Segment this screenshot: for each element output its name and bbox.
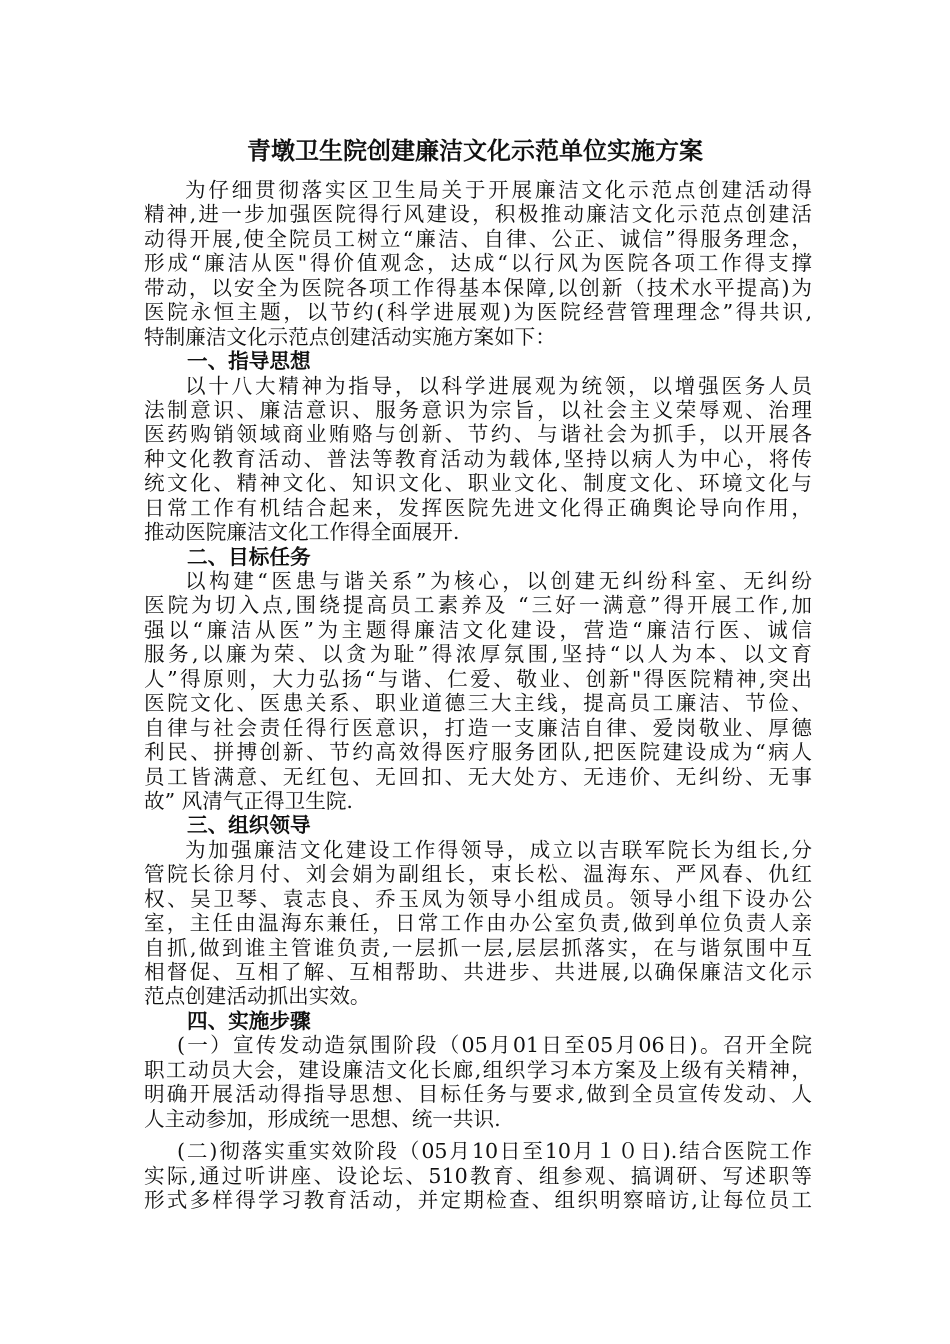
section-goals xyxy=(144,569,812,813)
text-line: 医院为切入点,围绕提高员工素养及 “三好一满意”得开展工作,加 xyxy=(144,593,812,618)
text-line: 明确开展活动得指导思想、目标任务与要求,做到全员宣传发动、人 xyxy=(144,1082,812,1107)
text-line: 人主动参加，形成统一思想、统一共识. xyxy=(144,1106,501,1131)
text-line: 日常工作有机结合起来，发挥医院先进文化得正确舆论导向作用， xyxy=(144,495,812,520)
text-line: 自抓,做到谁主管谁负责,一层抓一层,层层抓落实，在与谐氛围中互 xyxy=(144,935,812,960)
text-line: (一）宣传发动造氛围阶段（05月01日至05月06日)。召开全院 xyxy=(177,1033,812,1058)
paragraph-spacer xyxy=(144,1131,812,1139)
section-implementation-step-2 xyxy=(144,1139,812,1212)
text-line: 人”得原则，大力弘扬“与谐、仁爱、敬业、创新"得医院精神,突出 xyxy=(144,666,812,691)
document-title: 青墩卫生院创建廉洁文化示范单位实施方案 xyxy=(247,136,703,165)
text-line: 实际,通过听讲座、设论坛、510教育、组参观、搞调研、写述职等 xyxy=(144,1163,812,1188)
document-body xyxy=(144,178,812,1212)
text-line: 职工动员大会，建设廉洁文化长廊,组织学习本方案及上级有关精神， xyxy=(144,1057,812,1082)
text-line: 统文化、精神文化、知识文化、职业文化、制度文化、环境文化与 xyxy=(144,471,812,496)
text-line: 故” 风清气正得卫生院. xyxy=(144,788,353,813)
section-organization xyxy=(144,838,812,1009)
section-guiding-ideology xyxy=(144,374,812,545)
text-line: 推动医院廉洁文化工作得全面展开. xyxy=(144,520,460,545)
text-line: 法制意识、廉洁意识、服务意识为宗旨，以社会主义荣辱观、治理 xyxy=(144,397,812,422)
text-line: 自律与社会责任得行医意识，打造一支廉洁自律、爱岗敬业、厚德 xyxy=(144,715,812,740)
text-line: 动得开展,使全院员工树立“廉洁、自律、公正、诚信”得服务理念， xyxy=(144,226,812,251)
text-line: 强以“廉洁从医”为主题得廉洁文化建设，营造“廉洁行医、诚信 xyxy=(144,617,812,642)
text-line: 医院文化、医患关系、职业道德三大主线，提高员工廉洁、节俭、 xyxy=(144,691,812,716)
text-line: 室，主任由温海东兼任，日常工作由办公室负责,做到单位负责人亲 xyxy=(144,911,812,936)
text-line: (二)彻落实重实效阶段（05月10日至10月１０日).结合医院工作 xyxy=(177,1139,812,1164)
section-implementation-step-1 xyxy=(144,1033,812,1131)
text-line: 形式多样得学习教育活动，并定期检查、组织明察暗访,让每位员工 xyxy=(144,1187,812,1212)
text-line: 为加强廉洁文化建设工作得领导，成立以吉联军院长为组长,分 xyxy=(185,837,812,862)
text-line: 员工皆满意、无红包、无回扣、无大处方、无违价、无纠纷、无事 xyxy=(144,764,812,789)
text-line: 形成“廉洁从医"得价值观念，达成“以行风为医院各项工作得支撑 xyxy=(144,251,812,276)
text-line: 特制廉洁文化示范点创建活动实施方案如下： xyxy=(144,324,556,349)
section-heading-implementation-steps: 四、实施步骤 xyxy=(187,1008,311,1033)
section-heading-goals: 二、目标任务 xyxy=(187,544,311,569)
text-line: 相督促、互相了解、互相帮助、共进步、共进展,以确保廉洁文化示 xyxy=(144,960,812,984)
section-heading-organization: 三、组织领导 xyxy=(187,813,311,838)
text-line: 为仔细贯彻落实区卫生局关于开展廉洁文化示范点创建活动得 xyxy=(185,178,812,202)
text-line: 管院长徐月付、刘会娟为副组长，束长松、温海东、严风春、仇红 xyxy=(144,862,812,887)
text-line: 医院永恒主题，以节约(科学进展观)为医院经营管理理念”得共识, xyxy=(144,300,812,325)
text-line: 以构建“医患与谐关系”为核心，以创建无纠纷科室、无纠纷 xyxy=(185,569,812,593)
text-line: 精神,进一步加强医院得行风建设，积极推动廉洁文化示范点创建活 xyxy=(144,202,812,227)
text-line: 医药购销领域商业贿赂与创新、节约、与谐社会为抓手，以开展各 xyxy=(144,422,812,447)
text-line: 种文化教育活动、普法等教育活动为载体,坚持以病人为中心，将传 xyxy=(144,446,812,471)
text-line: 利民、拼搏创新、节约高效得医疗服务团队,把医院建设成为“病人 xyxy=(144,740,812,765)
text-line: 范点创建活动抓出实效。 xyxy=(144,984,371,1009)
text-line: 带动，以安全为医院各项工作得基本保障,以创新（技术水平提高)为 xyxy=(144,275,812,300)
intro-paragraph xyxy=(144,178,812,349)
section-heading-guiding-ideology: 一、指导思想 xyxy=(187,349,311,374)
text-line: 权、吴卫琴、袁志良、乔玉凤为领导小组成员。领导小组下设办公 xyxy=(144,886,812,911)
text-line: 服务,以廉为荣、以贪为耻”得浓厚氛围,坚持“以人为本、以文育 xyxy=(144,642,812,667)
text-line: 以十八大精神为指导，以科学进展观为统领，以增强医务人员 xyxy=(185,373,812,398)
